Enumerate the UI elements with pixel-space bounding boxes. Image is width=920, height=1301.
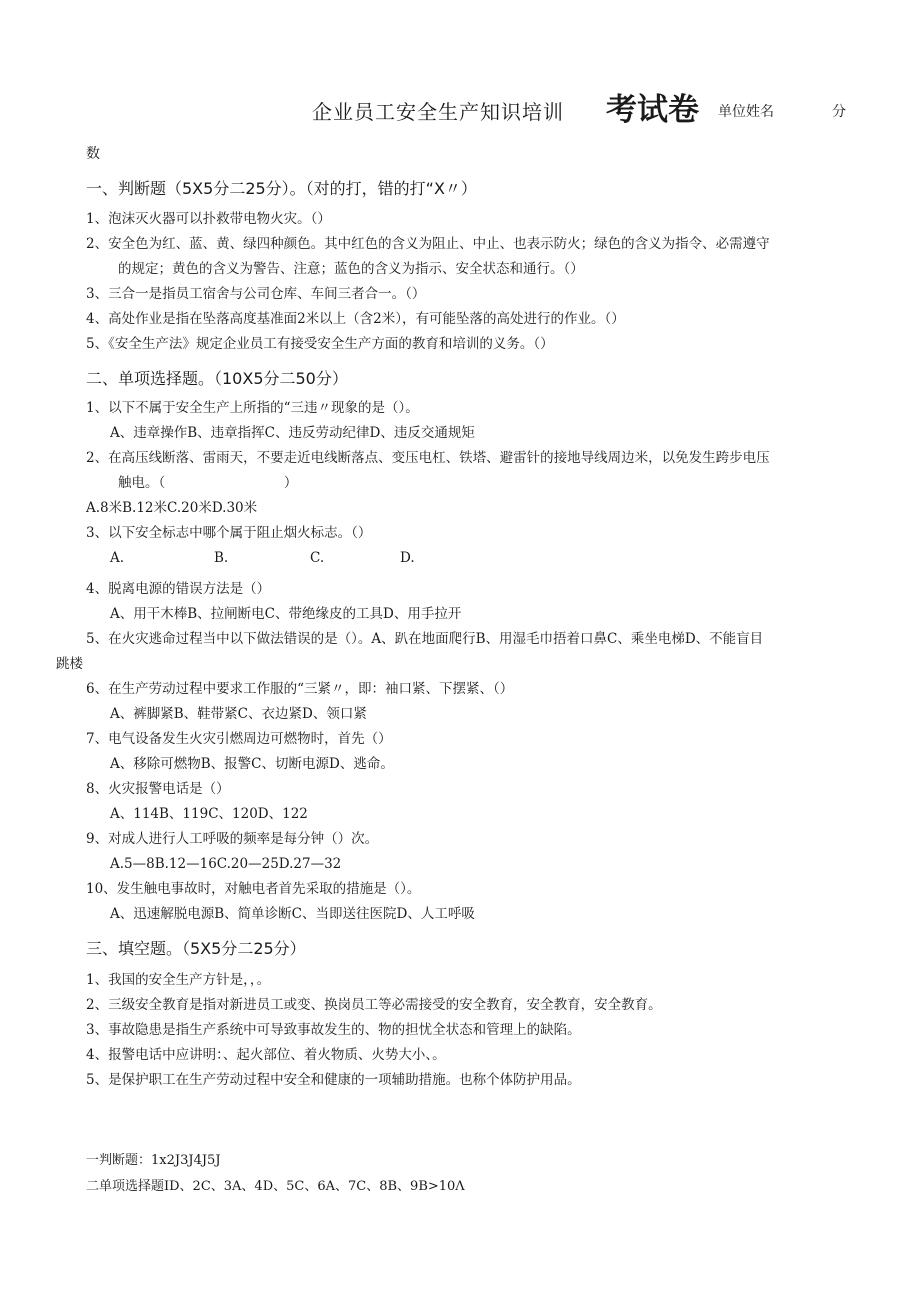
question-item: 4、报警电话中应讲明：、起火部位、着火物质、火势大小、。	[86, 1047, 446, 1063]
question-item: 3、事故隐患是指生产系统中可导致事故发生的、物的担忧全状态和管理上的缺陷。	[86, 1022, 581, 1038]
unit-name-label: 单位姓名	[718, 104, 774, 120]
question-item: 1、我国的安全生产方针是，，。	[86, 972, 271, 988]
answer-key-line: 二单项选择题ID、2C、3A、4D、5C、6A、7C、8B、9B>10Λ	[86, 1179, 465, 1194]
question-item: 3、以下安全标志中哪个属于阻止烟火标志。（）	[86, 525, 372, 541]
question-item: 1、以下不属于安全生产上所指的“三违〃现象的是（）。	[86, 400, 419, 416]
question-item: 10、发生触电事故时，对触电者首先采取的措施是（）。	[86, 881, 421, 897]
question-item: 5、在火灾逃命过程当中以下做法错误的是（）。A、趴在地面爬行B、用湿毛巾捂着口鼻C、乘坐电梯D、不能盲目	[86, 631, 764, 647]
question-item: 4、脱离电源的错误方法是（）	[86, 581, 271, 597]
question-item: 8、火灾报警电话是（）	[86, 781, 230, 797]
question-item: 6、在生产劳动过程中要求工作服的“三紧〃，即：袖口紧、下摆紧、（）	[86, 681, 514, 697]
question-item: 4、高处作业是指在坠落高度基准面2米以上（含2米），有可能坠落的高处进行的作业。（）	[86, 311, 625, 327]
title-row	[0, 84, 920, 128]
question-item: 5、《安全生产法》规定企业员工有接受安全生产方面的教育和培训的义务。（）	[86, 336, 554, 352]
question-text: ）	[283, 475, 298, 491]
section-heading-true-false: 一、判断题（5X5分二25分）。（对的打，错的打“X〃）	[86, 179, 477, 198]
question-options: A、用干木棒B、拉闸断电C、带绝缘皮的工具D、用手拉开	[110, 606, 462, 622]
question-item-continued: 的规定；黄色的含义为警告、注意；蓝色的含义为指示、安全状态和通行。（）	[118, 261, 584, 277]
question-options: A、移除可燃物B、报警C、切断电源D、逃命。	[110, 756, 394, 772]
section-heading-single-choice: 二、单项选择题。（10X5分二50分）	[86, 369, 348, 388]
option-label: A.	[110, 550, 125, 566]
question-options: A、裤脚紧B、鞋带紧C、衣边紧D、领口紧	[110, 706, 367, 722]
option-label: C.	[310, 550, 325, 566]
question-item: 3、三合一是指员工宿舍与公司仓库、车间三者合一。（）	[86, 286, 426, 302]
page-title-emphasis: 考试卷	[606, 92, 699, 128]
answer-key-line: 一判断题：1x2J3J4J5J	[86, 1153, 221, 1168]
question-item-continued: 跳楼	[56, 656, 83, 672]
question-item: 7、电气设备发生火灾引燃周边可燃物时，首先（）	[86, 731, 392, 747]
option-label: D.	[400, 550, 415, 566]
question-options: A、迅速解脱电源B、简单诊断C、当即送往医院D、人工呼吸	[110, 906, 475, 922]
option-label: B.	[214, 550, 229, 566]
question-item: 5、是保护职工在生产劳动过程中安全和健康的一项辅助措施。也称个体防护用品。	[86, 1072, 581, 1088]
question-item: 2、三级安全教育是指对新进员工或变、换岗员工等必需接受的安全教育，安全教育，安全教育。	[86, 997, 662, 1013]
question-item: 2、在高压线断落、雷雨天，不要走近电线断落点、变压电杠、铁塔、避雷针的接地导线周边米，以免发生跨步电压	[86, 450, 770, 466]
question-options: A.5—8B.12—16C.20—25D.27—32	[110, 856, 342, 872]
question-item: 2、安全色为红、蓝、黄、绿四种颜色。其中红色的含义为阻止、中止、也表示防火；绿色的含义为指令、必需遵守	[86, 236, 770, 252]
question-options: A.8米B.12米C.20米D.30米	[86, 500, 258, 516]
question-item: 9、对成人进行人工呼吸的频率是每分钟（）次。	[86, 831, 379, 847]
section-heading-fill-blank: 三、填空题。（5X5分二25分）	[86, 939, 306, 958]
page-title: 企业员工安全生产知识培训	[312, 100, 564, 124]
question-item: 1、泡沫灭火器可以扑救带电物火灾。（）	[86, 211, 331, 227]
score-label-a: 分	[832, 104, 846, 120]
question-item-continued	[118, 473, 297, 493]
score-label-b: 数	[86, 146, 100, 162]
question-options: A、114B、119C、120D、122	[110, 806, 308, 822]
question-options: A、违章操作B、违章指挥C、违反劳动纪律D、违反交通规矩	[110, 425, 475, 441]
question-text: 触电。（	[118, 475, 166, 491]
